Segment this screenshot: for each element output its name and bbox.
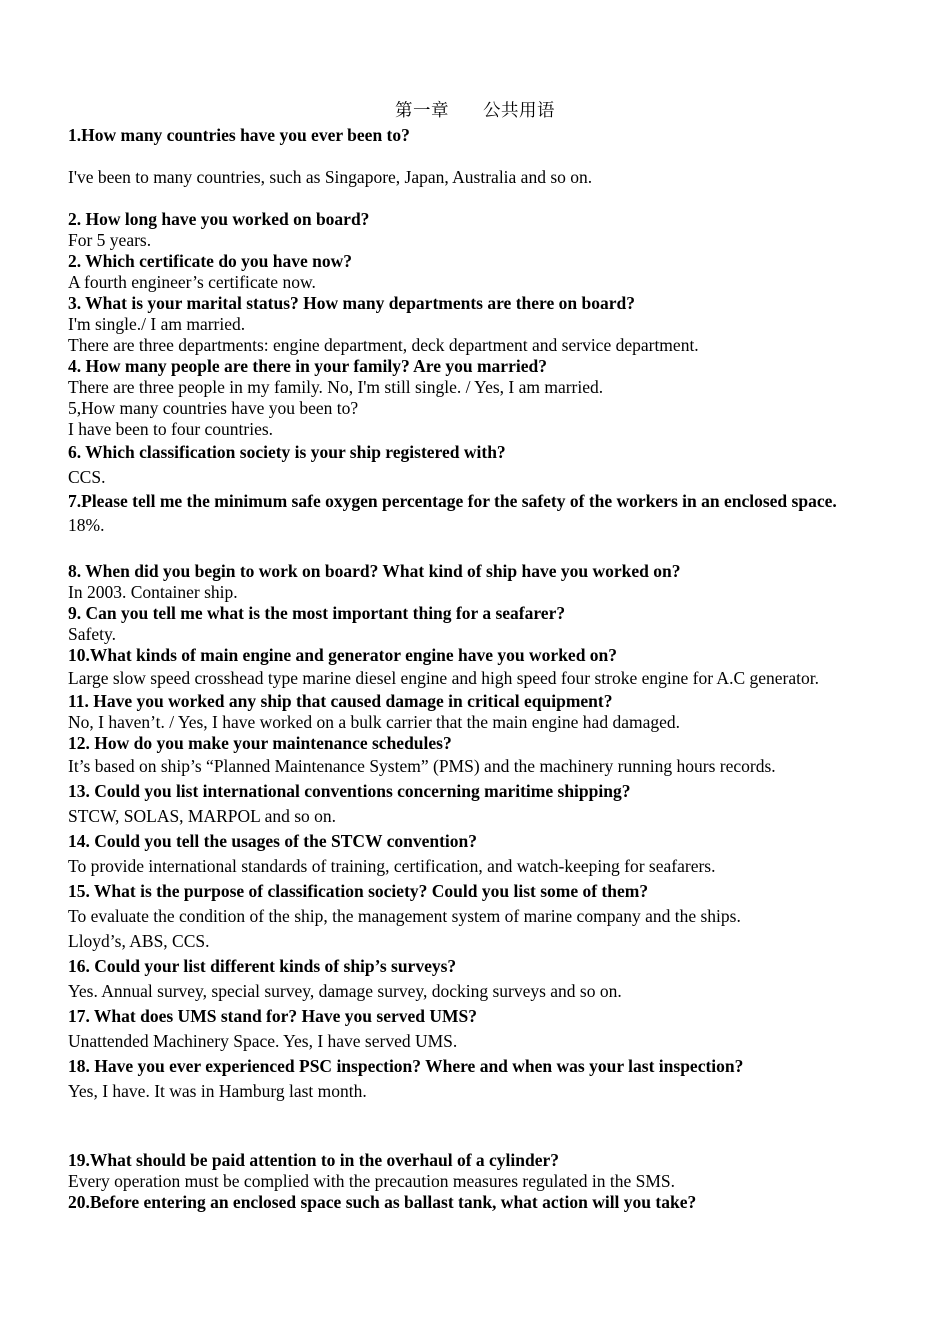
question: 6. Which classification society is your ship registered with? (68, 442, 506, 462)
question: 11. Have you worked any ship that caused damage in critical equipment? (68, 691, 613, 711)
answer: Unattended Machinery Space. Yes, I have served UMS. (68, 1031, 458, 1051)
question: 15. What is the purpose of classification society? Could you list some of them? (68, 881, 649, 901)
question: 7.Please tell me the minimum safe oxygen percentage for the safety of the workers in an enclosed space. (68, 491, 837, 511)
chapter-name: 公共用语 (483, 101, 555, 121)
answer: Yes. Annual survey, special survey, damage survey, docking surveys and so on. (68, 981, 622, 1001)
chapter-title (68, 97, 882, 125)
question: 1.How many countries have you ever been to? (68, 125, 410, 145)
question: 16. Could your list different kinds of ship’s surveys? (68, 956, 457, 976)
answer: To provide international standards of training, certification, and watch-keeping for seafarers. (68, 856, 716, 876)
question: 18. Have you ever experienced PSC inspection? Where and when was your last inspection? (68, 1056, 744, 1076)
answer: I have been to four countries. (68, 419, 274, 439)
question: 4. How many people are there in your family? Are you married? (68, 356, 547, 376)
question: 12. How do you make your maintenance schedules? (68, 733, 452, 753)
question: 13. Could you list international conventions concerning maritime shipping? (68, 781, 631, 801)
question: 14. Could you tell the usages of the STCW convention? (68, 831, 478, 851)
question: 20.Before entering an enclosed space such as ballast tank, what action will you take? (68, 1192, 697, 1212)
answer: There are three departments: engine department, deck department and service department. (68, 335, 699, 355)
answer: STCW, SOLAS, MARPOL and so on. (68, 806, 337, 826)
answer: 18%. (68, 515, 105, 535)
question: 3. What is your marital status? How many departments are there on board? (68, 293, 635, 313)
answer: There are three people in my family. No, I'm still single. / Yes, I am married. (68, 377, 604, 397)
answer: It’s based on ship’s “Planned Maintenance System” (PMS) and the machinery running hours records. (68, 756, 776, 776)
answer: To evaluate the condition of the ship, the management system of marine company and the ships. (68, 906, 741, 926)
answer: For 5 years. (68, 230, 152, 250)
answer: Large slow speed crosshead type marine diesel engine and high speed four stroke engine for A.C generator. (68, 668, 819, 688)
question: 9. Can you tell me what is the most important thing for a seafarer? (68, 603, 566, 623)
answer: Safety. (68, 624, 116, 644)
answer: Yes, I have. It was in Hamburg last month. (68, 1081, 367, 1101)
answer: Lloyd’s, ABS, CCS. (68, 931, 210, 951)
answer: A fourth engineer’s certificate now. (68, 272, 316, 292)
question: 2. Which certificate do you have now? (68, 251, 353, 271)
answer: No, I haven’t. / Yes, I have worked on a bulk carrier that the main engine had damaged. (68, 712, 680, 732)
document-page (68, 97, 882, 1213)
answer: In 2003. Container ship. (68, 582, 238, 602)
question: 8. When did you begin to work on board? What kind of ship have you worked on? (68, 561, 681, 581)
answer: I've been to many countries, such as Singapore, Japan, Australia and so on. (68, 167, 593, 187)
answer: Every operation must be complied with the precaution measures regulated in the SMS. (68, 1171, 675, 1191)
answer: CCS. (68, 467, 106, 487)
chapter-number: 第一章 (395, 101, 449, 121)
answer: I'm single./ I am married. (68, 314, 246, 334)
question: 10.What kinds of main engine and generator engine have you worked on? (68, 645, 618, 665)
answer: 5,How many countries have you been to? (68, 398, 359, 418)
question: 19.What should be paid attention to in the overhaul of a cylinder? (68, 1150, 560, 1170)
question: 2. How long have you worked on board? (68, 209, 370, 229)
question: 17. What does UMS stand for? Have you served UMS? (68, 1006, 477, 1026)
